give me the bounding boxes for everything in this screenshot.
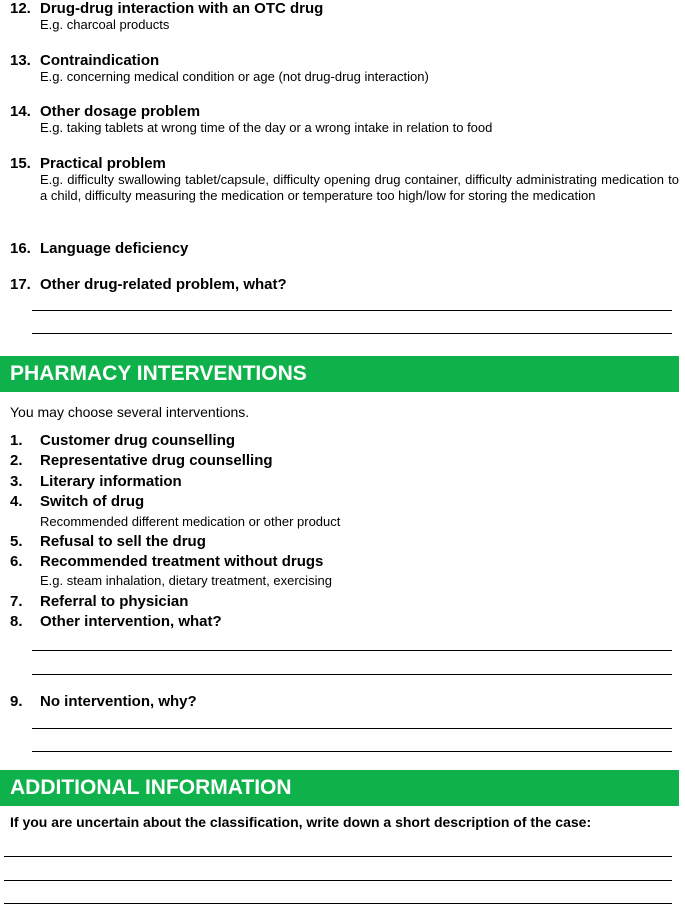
item-number: 5.: [10, 533, 23, 550]
item-title: Other intervention, what?: [40, 613, 222, 630]
item-title: Refusal to sell the drug: [40, 533, 206, 550]
item-number: 7.: [10, 593, 23, 610]
item-number: 14.: [10, 103, 31, 120]
interventions-note: You may choose several interventions.: [10, 404, 250, 420]
item-number: 3.: [10, 473, 23, 490]
item-number: 4.: [10, 493, 23, 510]
item-number: 16.: [10, 240, 31, 257]
answer-line[interactable]: [4, 856, 672, 857]
item-title: Other dosage problem: [40, 103, 201, 120]
answer-line[interactable]: [32, 310, 672, 311]
answer-line[interactable]: [32, 751, 672, 752]
section-header-additional: ADDITIONAL INFORMATION: [0, 770, 679, 806]
item-description: E.g. taking tablets at wrong time of the day or a wrong intake in relation to food: [40, 120, 493, 135]
item-title: Switch of drug: [40, 493, 145, 510]
section-header-interventions: PHARMACY INTERVENTIONS: [0, 356, 679, 392]
item-number: 6.: [10, 553, 23, 570]
item-title: Practical problem: [40, 155, 166, 172]
item-title: Language deficiency: [40, 240, 189, 257]
item-title: Customer drug counselling: [40, 432, 236, 449]
item-number: 2.: [10, 452, 23, 469]
item-number: 9.: [10, 693, 23, 710]
item-description: E.g. charcoal products: [40, 17, 170, 32]
answer-line[interactable]: [4, 880, 672, 881]
answer-line[interactable]: [32, 650, 672, 651]
answer-line[interactable]: [32, 333, 672, 334]
item-number: 13.: [10, 52, 31, 69]
item-title: Representative drug counselling: [40, 452, 273, 469]
item-title: Recommended treatment without drugs: [40, 553, 324, 570]
item-number: 8.: [10, 613, 23, 630]
item-description: Recommended different medication or other product: [40, 514, 341, 529]
item-title: Literary information: [40, 473, 182, 490]
item-title: Drug-drug interaction with an OTC drug: [40, 0, 324, 17]
answer-line[interactable]: [32, 674, 672, 675]
item-number: 17.: [10, 276, 31, 293]
item-description: E.g. concerning medical condition or age (not drug-drug interaction): [40, 69, 429, 84]
item-title: Contraindication: [40, 52, 160, 69]
item-title: Other drug-related problem, what?: [40, 276, 287, 293]
item-title: No intervention, why?: [40, 693, 197, 710]
item-title: Referral to physician: [40, 593, 189, 610]
item-number: 1.: [10, 432, 23, 449]
item-number: 12.: [10, 0, 31, 17]
answer-line[interactable]: [32, 728, 672, 729]
item-number: 15.: [10, 155, 31, 172]
item-description: E.g. steam inhalation, dietary treatment, exercising: [40, 573, 332, 588]
item-description: E.g. difficulty swallowing tablet/capsule, difficulty opening drug container, difficulty administrating medication to a child, difficulty measuring the medication or temperature too high/low for storing the medication: [40, 172, 679, 203]
additional-prompt: If you are uncertain about the classification, write down a short description of the case:: [10, 814, 592, 830]
